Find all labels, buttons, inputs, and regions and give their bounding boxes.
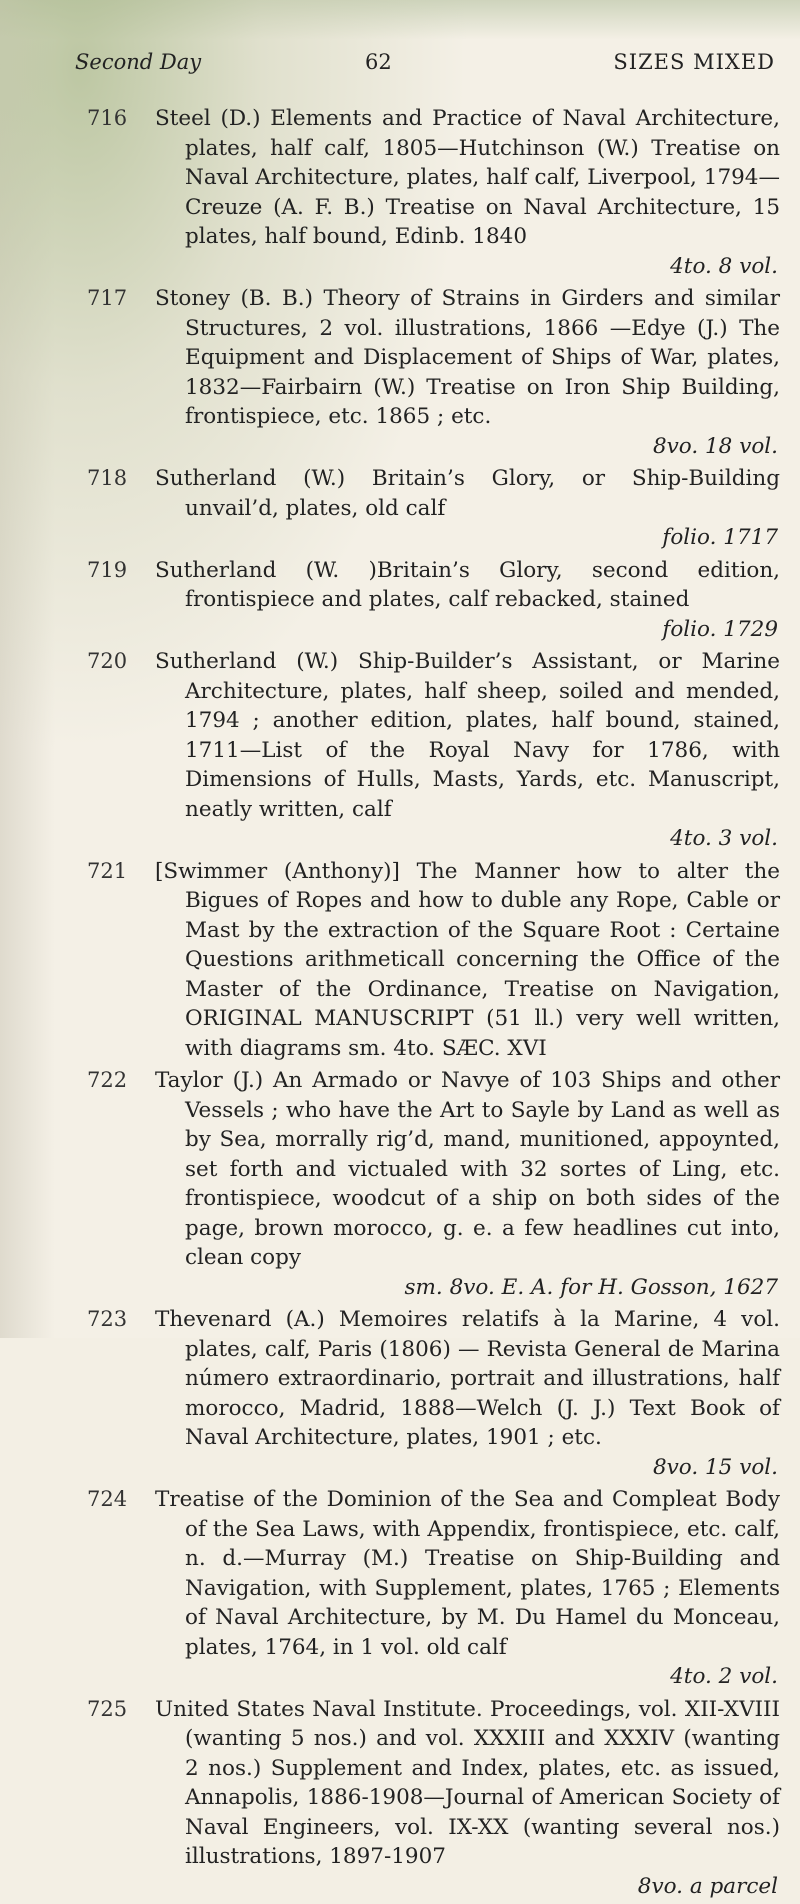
lot-format: 8vo. a parcel [637, 1873, 778, 1899]
lot-entry [0, 1066, 800, 1302]
lot-number: 720 [87, 649, 128, 673]
lot-entry [0, 556, 800, 645]
lot-entry [0, 1695, 800, 1902]
lot-description: Stoney (B. B.) Theory of Strains in Girders and similar Structures, 2 vol. illustrations, 1866 —Edye (J.) The Equipment and Displacement of Ships of War, plates, 1832—Fairbairn (W.) Treatise on Iron Ship Building, frontispiece, etc. 1865 ; etc. [155, 286, 780, 429]
lot-description: Taylor (J.) An Armado or Navye of 103 Ships and other Vessels ; who have the Art to Sayle by Land as well as by Sea, morrally rig’d, mand, munitioned, appoynted, set forth and victualed with 32 sortes of Ling, etc. frontispiece, woodcut of a ship on both sides of the page, brown morocco, g. e. a few headlines cut into, clean copy [155, 1068, 780, 1270]
lot-entry [0, 464, 800, 553]
lot-description: Treatise of the Dominion of the Sea and Compleat Body of the Sea Laws, with Appendix, frontispiece, etc. calf, n. d.—Murray (M.) Treatise on Ship-Building and Navigation, with Supplement, plates, 1765 ; Elements of Naval Architecture, by M. Du Hamel du Monceau, plates, 1764, in 1 vol. old calf [155, 1487, 780, 1660]
lot-entry [0, 284, 800, 461]
lot-entry [0, 1305, 800, 1482]
header-section: SIZES MIXED [613, 50, 775, 74]
lot-description: [Swimmer (Anthony)] The Manner how to alter the Bigues of Ropes and how to duble any Rope, Cable or Mast by the extraction of the Square Root : Certaine Questions arithmeticall concerning the Office of the Master of the Ordinance, Treatise on Navigation, ORIGINAL MANUSCRIPT (51 ll.) very well written, with diagrams sm. 4to. SÆC. XVI [155, 858, 780, 1061]
lot-format: 4to. 8 vol. [670, 253, 778, 279]
lot-format: 4to. 3 vol. [670, 826, 778, 851]
lot-description: Sutherland (W.) Britain’s Glory, or Ship-Building unvail’d, plates, old calf [155, 466, 780, 521]
lot-description: United States Naval Institute. Proceedings, vol. XII-XVIII (wanting 5 nos.) and vol. XXXIII and XXXIV (wanting 2 nos.) Supplement and Index, plates, etc. as issued, Annapolis, 1886-1908—Journal of American Society of Naval Engineers, vol. IX-XX (wanting several nos.) illustrations, 1897-1907 [155, 1696, 780, 1869]
lot-number: 725 [87, 1696, 128, 1721]
lot-format: folio. 1717 [662, 525, 778, 550]
lot-format: 8vo. 15 vol. [652, 1454, 778, 1480]
lot-number: 719 [87, 557, 128, 582]
lot-description: Sutherland (W.) Ship-Builder’s Assistant, or Marine Architecture, plates, half sheep, soiled and mended, 1794 ; another edition, plates, half bound, stained, 1711—List of the Royal Navy for 1786, with Dimensions of Hulls, Masts, Yards, etc. Manuscript, neatly written, calf [155, 649, 780, 822]
lot-format: 8vo. 18 vol. [652, 433, 778, 459]
lot-list [0, 104, 800, 1904]
lot-entry [0, 857, 800, 1064]
lot-format: 4to. 2 vol. [670, 1664, 778, 1689]
lot-number: 718 [87, 466, 128, 490]
header-page-number: 62 [365, 50, 392, 74]
lot-number: 716 [87, 106, 128, 130]
lot-entry [0, 1485, 800, 1692]
header-day: Second Day [75, 50, 202, 74]
lot-format: sm. 8vo. E. A. for H. Gosson, 1627 [404, 1274, 778, 1300]
lot-format: folio. 1729 [662, 616, 778, 642]
lot-description: Sutherland (W. )Britain’s Glory, second edition, frontispiece and plates, calf rebacked, stained [155, 557, 780, 612]
lot-entry [0, 104, 800, 281]
lot-number: 722 [87, 1068, 128, 1092]
lot-number: 717 [87, 286, 128, 310]
lot-number: 723 [87, 1307, 128, 1331]
page-header [75, 50, 775, 84]
lot-number: 724 [87, 1487, 128, 1511]
lot-number: 721 [87, 858, 128, 883]
lot-description: Steel (D.) Elements and Practice of Naval Architecture, plates, half calf, 1805—Hutchinson (W.) Treatise on Naval Architecture, plates, half calf, Liverpool, 1794—Creuze (A. F. B.) Treatise on Naval Architecture, 15 plates, half bound, Edinb. 1840 [155, 106, 780, 249]
lot-description: Thevenard (A.) Memoires relatifs à la Marine, 4 vol. plates, calf, Paris (1806) — Revista General de Marina número extraordinario, portrait and illustrations, half morocco, Madrid, 1888—Welch (J. J.) Text Book of Naval Architecture, plates, 1901 ; etc. [155, 1307, 780, 1450]
lot-entry [0, 647, 800, 854]
